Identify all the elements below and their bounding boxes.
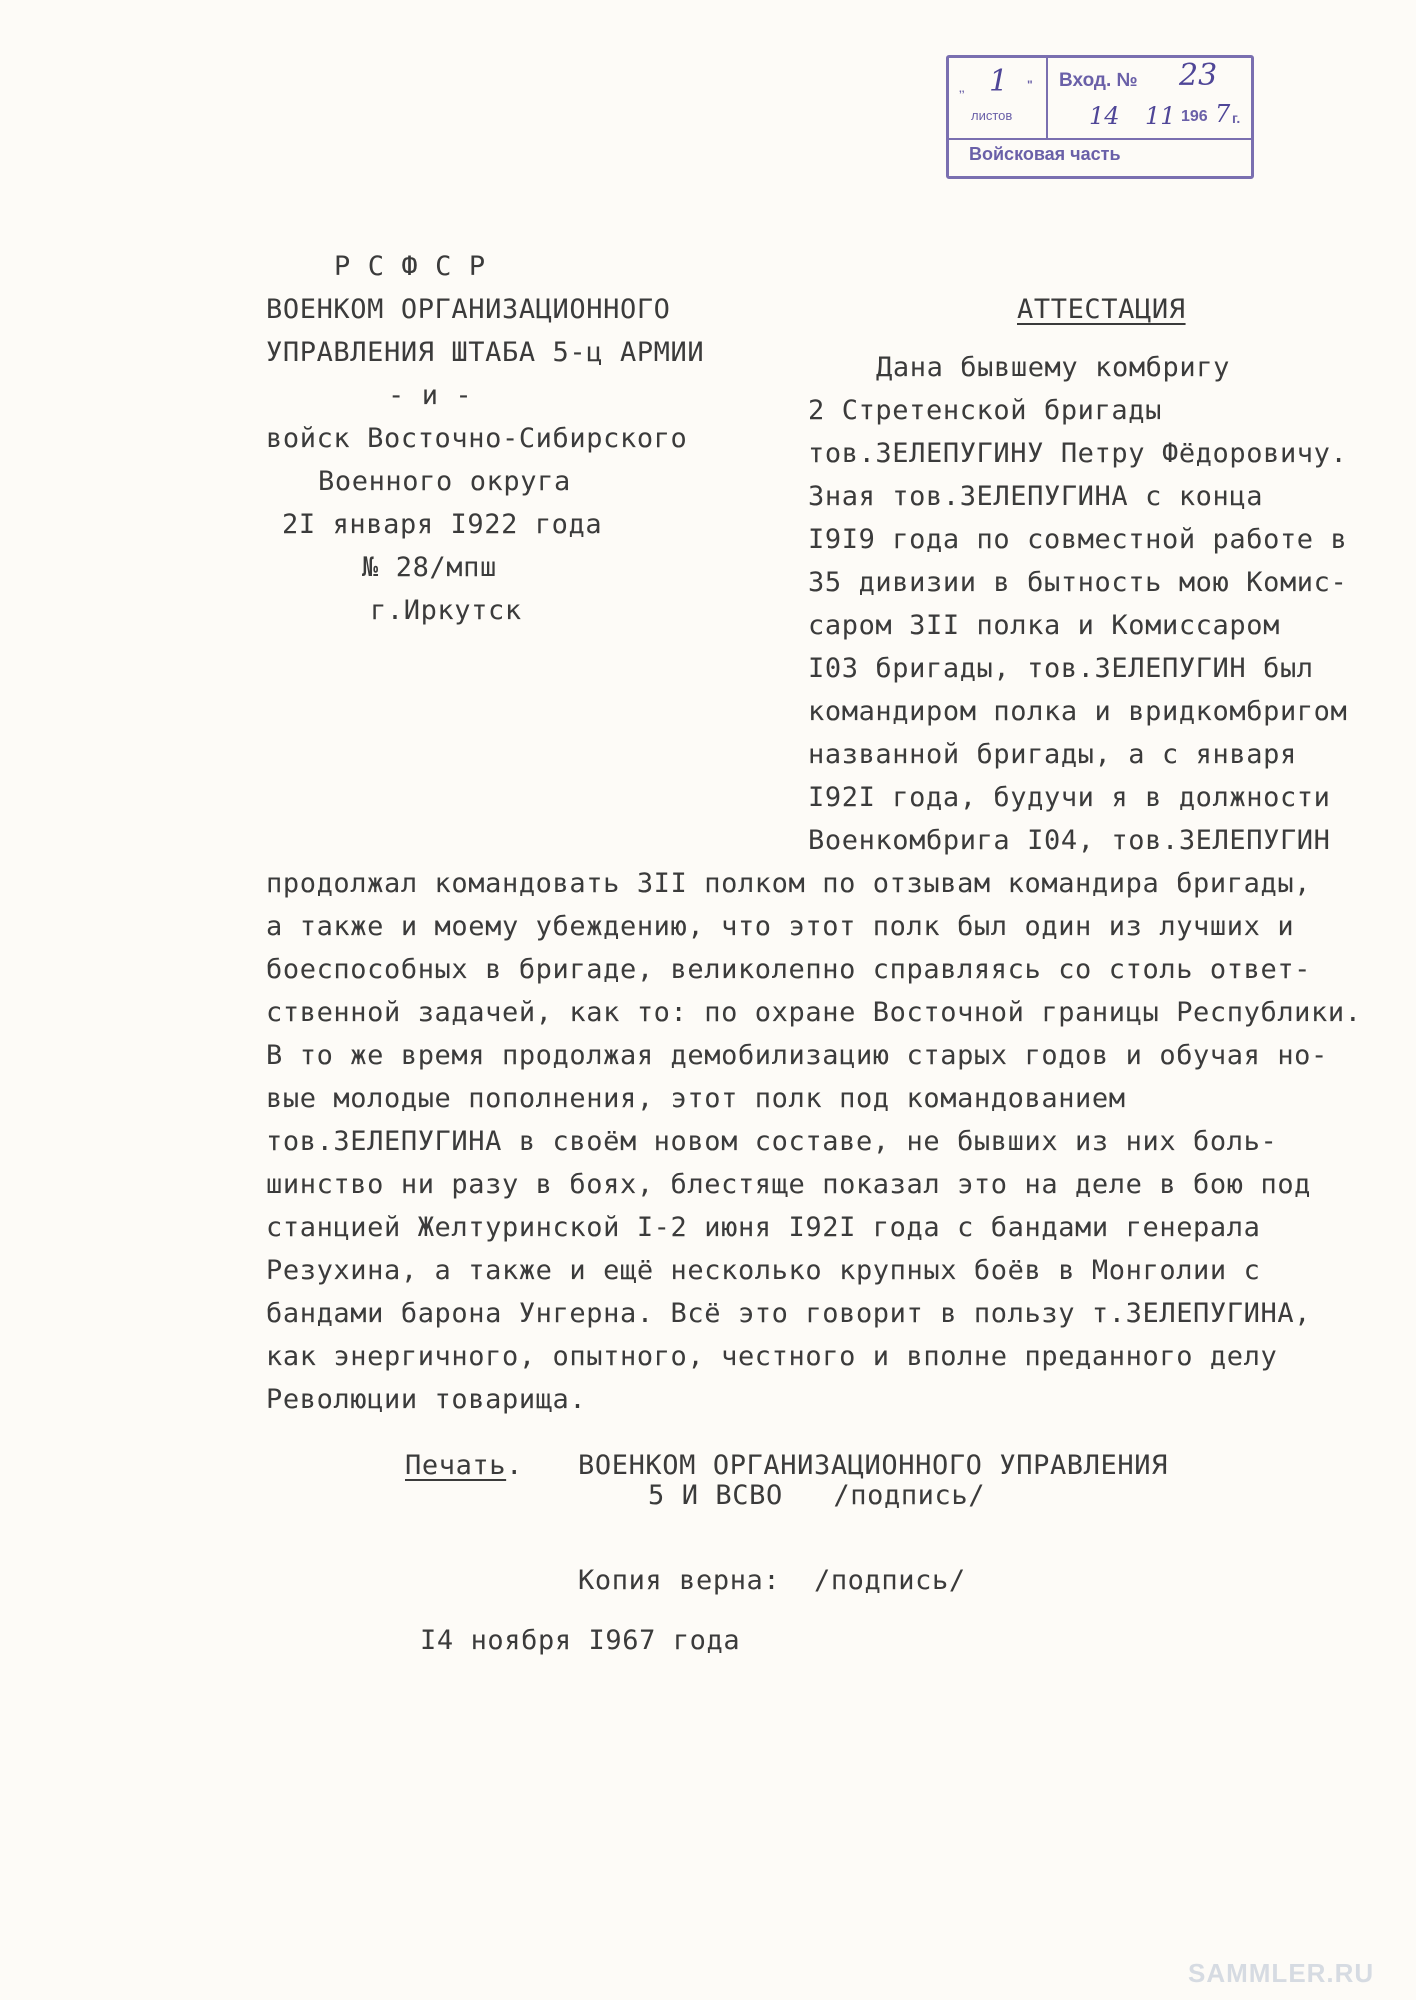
- body-line-13: Революции товарища.: [266, 1384, 587, 1415]
- right-column-line-4: Зная тов.ЗЕЛЕПУГИНА с конца: [808, 481, 1264, 512]
- stamp-date-year-suffix: 7: [1215, 100, 1231, 128]
- header-line-1: Р С Ф С Р: [334, 251, 486, 282]
- body-line-1: продолжал командовать 3II полком по отзывам командира бригады,: [266, 868, 1312, 899]
- seal-block: [405, 1450, 523, 1482]
- body-line-2: а также и моему убеждению, что этот полк был один из лучших и: [266, 911, 1295, 942]
- seal-label: Печать: [405, 1450, 507, 1481]
- stamp-date-month: 11: [1145, 102, 1176, 130]
- registration-stamp: [946, 55, 1254, 179]
- body-line-9: станцией Желтуринской I-2 июня I92I года с бандами генерала: [266, 1212, 1261, 1243]
- copy-date: I4 ноября I967 года: [420, 1625, 741, 1656]
- signature-line-1: ВОЕНКОМ ОРГАНИЗАЦИОННОГО УПРАВЛЕНИЯ: [578, 1450, 1168, 1481]
- right-column-line-8: I03 бригады, тов.ЗЕЛЕПУГИН был: [808, 653, 1314, 684]
- right-column-line-11: I92I года, будучи я в должности: [808, 782, 1331, 813]
- header-line-4: - и -: [388, 380, 473, 411]
- header-line-8: № 28/мпш: [362, 552, 497, 583]
- signature-line-2: 5 И ВСВО /подпись/: [648, 1480, 986, 1511]
- header-line-6: Военного округа: [318, 466, 571, 497]
- stamp-incoming-label: Вход. №: [1059, 70, 1138, 91]
- stamp-divider-horizontal: [949, 138, 1251, 140]
- header-line-9: г.Иркутск: [370, 595, 522, 626]
- body-line-12: как энергичного, опытного, честного и вполне преданного делу: [266, 1341, 1278, 1372]
- copy-verified-line: Копия верна: /подпись/: [578, 1565, 966, 1596]
- right-column-line-7: саром 3II полка и Комиссаром: [808, 610, 1280, 641]
- body-line-10: Резухина, а также и ещё несколько крупных боёв в Монголии с: [266, 1255, 1261, 1286]
- watermark: SAMMLER.RU: [1188, 1958, 1375, 1988]
- right-column-line-6: 35 дивизии в бытность мою Комис-: [808, 567, 1348, 598]
- right-column-line-10: названной бригады, а с января: [808, 739, 1297, 770]
- stamp-sheets-value: 1: [989, 64, 1009, 99]
- header-line-5: войск Восточно-Сибирского: [266, 423, 688, 454]
- stamp-divider-vertical: [1046, 58, 1048, 138]
- header-line-3: УПРАВЛЕНИЯ ШТАБА 5-ц АРМИИ: [266, 337, 705, 368]
- body-line-5: В то же время продолжая демобилизацию старых годов и обучая но-: [266, 1040, 1328, 1071]
- stamp-unit-label: Войсковая часть: [969, 144, 1121, 164]
- document-title: АТТЕСТАЦИЯ: [1017, 294, 1186, 325]
- header-line-2: ВОЕНКОМ ОРГАНИЗАЦИОННОГО: [266, 294, 671, 325]
- stamp-date-year-prefix: 196: [1181, 108, 1208, 125]
- stamp-quote-close: ": [1027, 78, 1033, 92]
- body-line-4: ственной задачей, как то: по охране Восточной границы Республики.: [266, 997, 1362, 1028]
- stamp-date-end: г.: [1232, 110, 1241, 126]
- right-column-line-5: I9I9 года по совместной работе в: [808, 524, 1348, 555]
- body-line-11: бандами барона Унгерна. Всё это говорит в пользу т.ЗЕЛЕПУГИНА,: [266, 1298, 1312, 1329]
- right-column-line-9: командиром полка и вридкомбригом: [808, 696, 1348, 727]
- body-line-3: боеспособных в бригаде, великолепно справляясь со столь ответ-: [266, 954, 1312, 985]
- header-line-7: 2I января I922 года: [282, 509, 603, 540]
- body-line-7: тов.ЗЕЛЕПУГИНА в своём новом составе, не бывших из них боль-: [266, 1126, 1278, 1157]
- stamp-incoming-number: 23: [1179, 58, 1218, 93]
- right-column-line-3: тов.ЗЕЛЕПУГИНУ Петру Фёдоровичу.: [808, 438, 1348, 469]
- right-column-line-12: Военкомбрига I04, тов.ЗЕЛЕПУГИН: [808, 825, 1331, 856]
- right-column-line-2: 2 Стретенской бригады: [808, 395, 1162, 426]
- stamp-date-day: 14: [1089, 102, 1120, 130]
- right-column-line-1: Дана бывшему комбригу: [876, 352, 1230, 383]
- stamp-quote-open: ,,: [959, 84, 968, 95]
- seal-dot: .: [506, 1450, 523, 1481]
- stamp-sheets-label: листов: [971, 108, 1013, 123]
- body-line-6: вые молодые пополнения, этот полк под командованием: [266, 1083, 1126, 1114]
- body-line-8: шинство ни разу в боях, блестяще показал это на деле в бою под: [266, 1169, 1312, 1200]
